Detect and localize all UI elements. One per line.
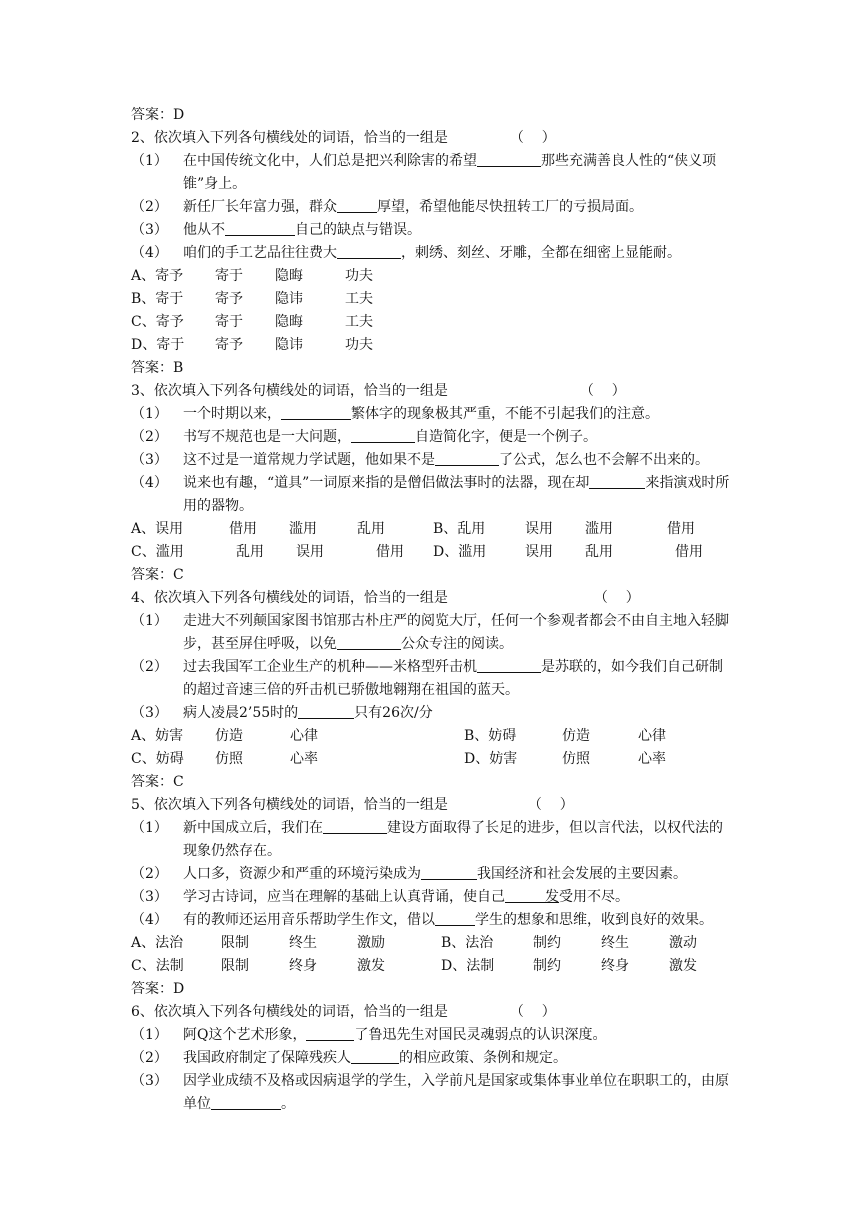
fill-blank xyxy=(435,451,499,466)
fill-blank xyxy=(298,704,354,719)
fill-blank xyxy=(435,911,475,926)
question-2-item-1: （1） 在中国传统文化中，人们总是把兴利除害的希望 那些充满善良人性的“侠义项锥”身上。 xyxy=(131,153,717,192)
fill-blank xyxy=(589,474,645,489)
fill-blank xyxy=(323,819,387,834)
question-2-option-b: B、寄于 寄予 隐讳 工夫 xyxy=(131,291,373,307)
question-4-options-cd: C、妨碍 仿照 心率 D、妨害 仿照 心率 xyxy=(131,751,666,767)
question-5-item-3: （3） 学习古诗词，应当在理解的基础上认真背诵，使自己 发受用不尽。 xyxy=(131,889,629,905)
question-3-item-2: （2） 书写不规范也是一大问题， 自造简化字，便是一个例子。 xyxy=(131,429,597,445)
fill-blank xyxy=(505,888,545,903)
question-6 xyxy=(131,1001,731,1024)
question-5-options-cd: C、法制 限制 终身 激发 D、法制 制约 终身 激发 xyxy=(131,958,697,974)
fill-blank xyxy=(306,1026,354,1041)
answer-paren: （ ） xyxy=(593,590,640,606)
question-3-item-1: （1） 一个时期以来， 繁体字的现象极其严重，不能不引起我们的注意。 xyxy=(131,406,659,422)
document-content xyxy=(131,104,731,1116)
question-2-item-4: （4） 咱们的手工艺品往往费大 ，刺绣、刻丝、牙雕，全都在细密上显能耐。 xyxy=(131,245,681,261)
question-4-item-3: （3） 病人凌晨2’55时的 只有26次/分 xyxy=(131,705,433,721)
question-2-option-c: C、寄予 寄于 隐晦 工夫 xyxy=(131,314,373,330)
fill-blank xyxy=(477,152,541,167)
question-6-item-1: （1） 阿Q这个艺术形象， 了鲁迅先生对国民灵魂弱点的认识深度。 xyxy=(131,1027,607,1043)
fill-blank xyxy=(281,405,351,420)
fill-blank xyxy=(351,428,415,443)
question-2-item-3: （3） 他从不 自己的缺点与错误。 xyxy=(131,222,421,238)
fill-blank xyxy=(211,1095,281,1110)
answer-paren: （ ） xyxy=(509,1004,556,1020)
question-3-options-ab: A、误用 借用 滥用 乱用 B、乱用 误用 滥用 借用 xyxy=(131,521,695,537)
question-3 xyxy=(131,380,731,403)
question-3-item-4: （4） 说来也有趣，“道具”一词原来指的是僧侣做法事时的法器，现在却 来指演戏时所用的器物。 xyxy=(131,475,730,514)
question-4-options-ab: A、妨害 仿造 心律 B、妨碍 仿造 心律 xyxy=(131,728,666,744)
answer-q2: 答案：B xyxy=(131,360,184,376)
question-2-item-2: （2） 新任厂长年富力强，群众 厚望，希望他能尽快扭转工厂的亏损局面。 xyxy=(131,199,643,215)
question-4-item-1: （1） 走进大不列颠国家图书馆那古朴庄严的阅览大厅，任何一个参观者都会不由自主地入轻脚步，甚至屏住呼吸，以免 公众专注的阅读。 xyxy=(131,613,729,652)
fill-blank xyxy=(225,221,295,236)
fill-blank xyxy=(337,635,401,650)
question-3-item-3: （3） 这不过是一道常规力学试题，他如果不是 了公式，怎么也不会解不出来的。 xyxy=(131,452,709,468)
question-3-options-cd: C、滥用 乱用 误用 借用 D、滥用 误用 乱用 借用 xyxy=(131,544,703,560)
fill-blank xyxy=(337,198,377,213)
answer-paren: （ ） xyxy=(509,130,556,146)
answer-q3: 答案：C xyxy=(131,567,184,583)
question-5-item-4: （4） 有的教师还运用音乐帮助学生作文，借以 学生的想象和思维，收到良好的效果。 xyxy=(131,912,713,928)
answer-paren: （ ） xyxy=(579,383,626,399)
question-stem: 4、依次填入下列各句横线处的词语，恰当的一组是 xyxy=(131,590,448,606)
question-stem: 5、依次填入下列各句横线处的词语，恰当的一组是 xyxy=(131,797,448,813)
fill-blank xyxy=(337,244,401,259)
answer-q5: 答案：D xyxy=(131,981,185,997)
question-2 xyxy=(131,127,731,150)
question-2-option-a: A、寄予 寄于 隐晦 功夫 xyxy=(131,268,373,284)
answer-q1: 答案：D xyxy=(131,107,185,123)
question-4-item-2: （2） 过去我国军工企业生产的机种——米格型歼击机 是苏联的，如今我们自己研制的超过音速三倍的歼击机已骄傲地翱翔在祖国的蓝天。 xyxy=(131,659,723,698)
question-5-item-1: （1） 新中国成立后，我们在 建设方面取得了长足的进步，但以言代法，以权代法的现象仍然存在。 xyxy=(131,820,723,859)
question-2-option-d: D、寄于 寄予 隐讳 功夫 xyxy=(131,337,373,353)
question-6-item-2: （2） 我国政府制定了保障残疾人 的相应政策、条例和规定。 xyxy=(131,1050,567,1066)
fill-blank xyxy=(477,658,541,673)
question-6-item-3: （3） 因学业成绩不及格或因病退学的学生，入学前凡是国家或集体事业单位在职职工的，由原单位 。 xyxy=(131,1073,729,1112)
question-5-options-ab: A、法治 限制 终生 激励 B、法治 制约 终生 激动 xyxy=(131,935,697,951)
question-5 xyxy=(131,794,731,817)
answer-q4: 答案：C xyxy=(131,774,184,790)
fill-blank xyxy=(421,865,477,880)
fill-blank xyxy=(351,1049,399,1064)
question-stem: 6、依次填入下列各句横线处的词语，恰当的一组是 xyxy=(131,1004,448,1020)
question-4 xyxy=(131,587,731,610)
answer-paren: （ ） xyxy=(527,797,574,813)
question-stem: 3、依次填入下列各句横线处的词语，恰当的一组是 xyxy=(131,383,448,399)
question-stem: 2、依次填入下列各句横线处的词语，恰当的一组是 xyxy=(131,130,448,146)
question-5-item-2: （2） 人口多，资源少和严重的环境污染成为 我国经济和社会发展的主要因素。 xyxy=(131,866,687,882)
